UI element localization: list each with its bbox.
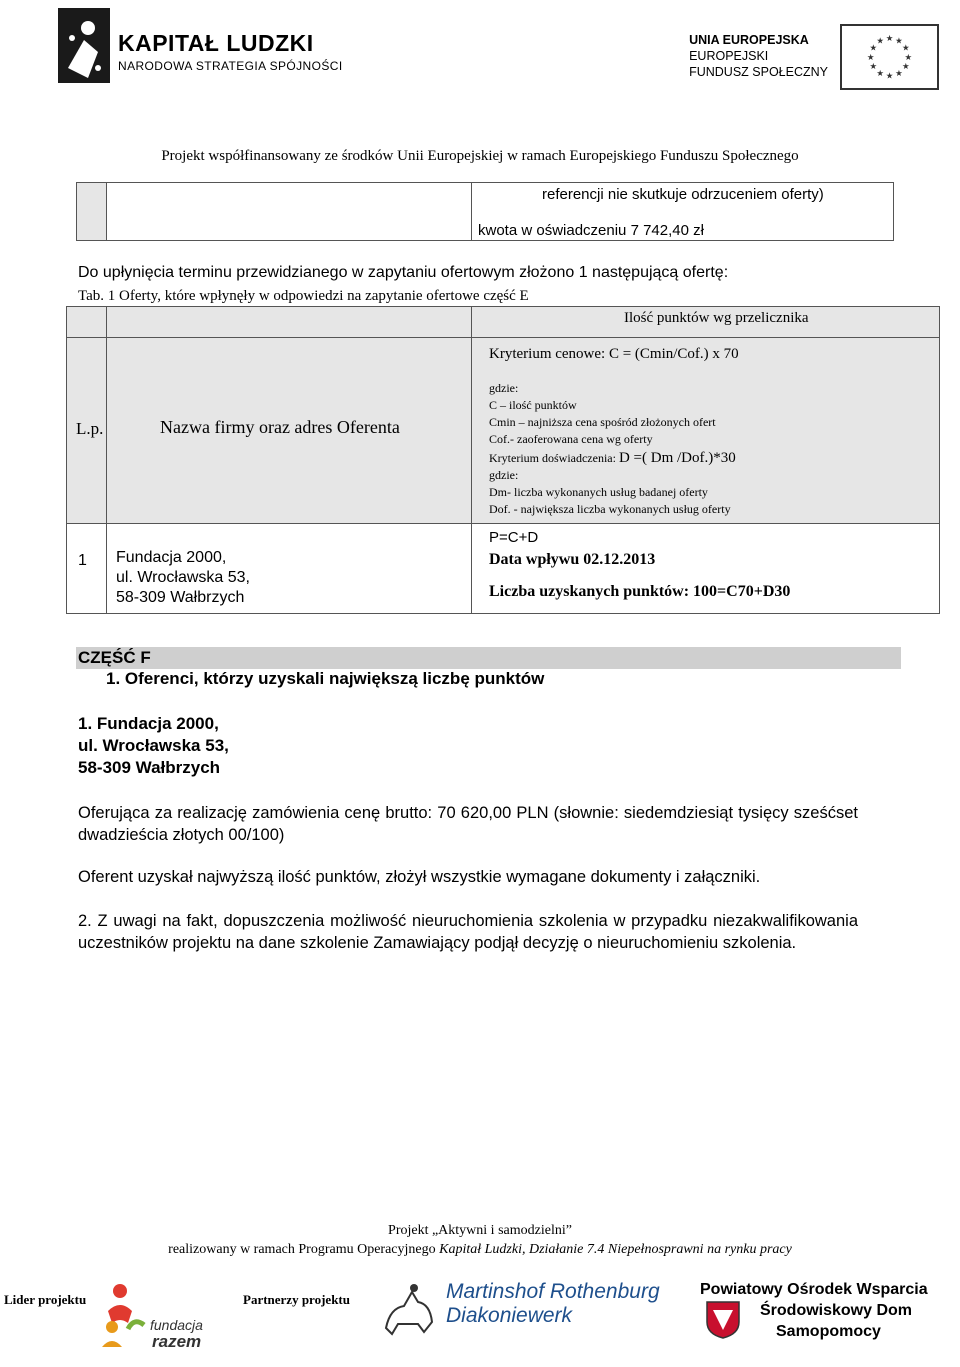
powiat-line-2: Środowiskowy Dom bbox=[760, 1302, 913, 1319]
razem-text-1: fundacja bbox=[150, 1317, 203, 1333]
cofinancing-line: Projekt współfinansowany ze środków Unii Europejskiej w ramach Europejskiego Funduszu Społecznego bbox=[161, 148, 799, 164]
decision-paragraph: 2. Z uwagi na fakt, dopuszczenia możliwość nieuruchomienia szkolenia w przypadku niezakwalifikowania uczestników projektu na dane szkolenie Zamawiający podjął decyzję o nieuruchomieniu szkolenia. bbox=[78, 912, 858, 952]
powiat-line-1: Powiatowy Ośrodek Wsparcia bbox=[700, 1281, 928, 1298]
kapital-ludzki-logo bbox=[58, 8, 358, 88]
partners-label: Partnerzy projektu bbox=[243, 1292, 350, 1307]
top-table-line-2: kwota w oświadczeniu 7 742,40 zł bbox=[478, 222, 704, 239]
footer-project: Projekt „Aktywni i samodzielni” bbox=[388, 1223, 572, 1238]
powiat-line-3: Samopomocy bbox=[776, 1323, 881, 1340]
legend-exp-label: Kryterium doświadczenia: bbox=[489, 451, 616, 465]
row-name-line-2: ul. Wrocławska 53, bbox=[116, 569, 250, 586]
eu-star-icon: ★ bbox=[901, 42, 910, 53]
fundacja-razem-logo bbox=[98, 1277, 218, 1357]
kapital-ludzki-subtitle: NARODOWA STRATEGIA SPÓJNOŚCI bbox=[118, 59, 343, 73]
col-divider-1 bbox=[106, 306, 107, 614]
legend-where-1: gdzie: bbox=[489, 381, 519, 395]
legend-cof: Cof.- zaoferowana cena wg oferty bbox=[489, 432, 653, 446]
horse-rider-logo-icon bbox=[378, 1278, 440, 1340]
leader-label: Lider projektu bbox=[4, 1292, 87, 1307]
legend-dm: Dm- liczba wykonanych usług badanej oferty bbox=[489, 485, 708, 499]
eu-star-icon: ★ bbox=[895, 68, 903, 79]
eu-star-icon: ★ bbox=[869, 42, 878, 53]
eu-fund-label bbox=[689, 32, 828, 80]
row-points: Liczba uzyskanych punktów: 100=C70+D30 bbox=[489, 583, 791, 600]
footer-realized bbox=[0, 1242, 960, 1258]
footer-realized-prefix: realizowany w ramach Programu Operacyjnego bbox=[168, 1242, 440, 1257]
row-offerer-name bbox=[116, 548, 250, 608]
eu-star-icon: ★ bbox=[885, 70, 894, 81]
legend-dof: Dof. - największa liczba wykonanych usług oferty bbox=[489, 502, 731, 516]
top-table-line-1: referencji nie skutkuje odrzuceniem oferty) bbox=[542, 186, 824, 203]
top-table-cell-lp bbox=[76, 182, 107, 241]
part-f-title: CZĘŚĆ F bbox=[78, 648, 151, 667]
razem-text-2: razem bbox=[152, 1332, 202, 1351]
eu-flag-icon bbox=[840, 24, 939, 90]
legend-cmin: Cmin – najniższa cena spośród złożonych ofert bbox=[489, 415, 716, 429]
eu-star-icon: ★ bbox=[885, 33, 894, 44]
eu-star-icon: ★ bbox=[866, 51, 875, 62]
eu-star-icon: ★ bbox=[876, 35, 884, 46]
eu-star-icon: ★ bbox=[869, 61, 878, 72]
winner-line-2: ul. Wrocławska 53, bbox=[78, 736, 229, 755]
martinshof-line-1: Martinshof Rothenburg bbox=[446, 1280, 660, 1303]
eu-star-icon: ★ bbox=[876, 68, 884, 79]
martinshof-logo bbox=[446, 1280, 660, 1328]
points-header: Ilość punktów wg przelicznika bbox=[624, 310, 809, 326]
col-divider-2 bbox=[471, 306, 472, 614]
kapital-ludzki-title: KAPITAŁ LUDZKI bbox=[118, 30, 314, 56]
pcd-formula: P=C+D bbox=[489, 529, 539, 546]
legend-where-2: gdzie: bbox=[489, 468, 519, 482]
martinshof-line-2: Diakoniewerk bbox=[446, 1304, 573, 1327]
eu-star-icon: ★ bbox=[895, 35, 903, 46]
legend-experience bbox=[489, 450, 929, 467]
kapital-ludzki-emblem-icon bbox=[58, 8, 110, 83]
eu-star-icon: ★ bbox=[904, 51, 913, 62]
eu-star-icon: ★ bbox=[901, 61, 910, 72]
top-table-cell-name bbox=[106, 182, 472, 241]
col-name-header: Nazwa firmy oraz adres Oferenta bbox=[160, 417, 400, 437]
legend-exp-formula: D =( Dm /Dof.)*30 bbox=[618, 450, 736, 466]
documents-paragraph: Oferent uzyskał najwyższą ilość punktów, złożył wszystkie wymagane dokumenty i załączniki. bbox=[78, 868, 761, 886]
part-f-bar bbox=[76, 647, 901, 669]
row-name-line-3: 58-309 Wałbrzych bbox=[116, 589, 245, 606]
winner-address bbox=[78, 713, 229, 779]
winner-line-3: 58-309 Wałbrzych bbox=[78, 758, 221, 777]
row-date: Data wpływu 02.12.2013 bbox=[489, 551, 656, 568]
footer-realized-italic: Kapitał Ludzki, Działanie 7.4 Niepełnosprawni na rynku pracy bbox=[439, 1242, 792, 1257]
table-caption: Tab. 1 Oferty, które wpłynęły w odpowiedzi na zapytanie ofertowe część E bbox=[78, 288, 529, 304]
eu-line-1: UNIA EUROPEJSKA bbox=[689, 33, 809, 47]
intro-text: Do upłynięcia terminu przewidzianego w zapytaniu ofertowym złożono 1 następującą ofertę: bbox=[78, 264, 729, 281]
eu-line-2: EUROPEJSKI bbox=[689, 49, 769, 63]
winner-line-1: 1. Fundacja 2000, bbox=[78, 714, 219, 733]
powiat-logo bbox=[700, 1279, 960, 1342]
part-f-subtitle: 1. Oferenci, którzy uzyskali największą liczbę punktów bbox=[106, 669, 545, 688]
row-name-line-1: Fundacja 2000, bbox=[116, 549, 227, 566]
eu-line-3: FUNDUSZ SPOŁECZNY bbox=[689, 65, 828, 79]
row-lp: 1 bbox=[78, 552, 87, 569]
price-paragraph: Oferująca za realizację zamówienia cenę brutto: 70 620,00 PLN (słownie: siedemdziesiąt tysięcy sześćset dwadzieścia złotych 00/100) bbox=[78, 804, 858, 844]
col-lp-header: L.p. bbox=[76, 419, 104, 438]
criteria-legend bbox=[489, 380, 929, 518]
price-criterion: Kryterium cenowe: C = (Cmin/Cof.) x 70 bbox=[489, 346, 739, 362]
legend-c: C – ilość punktów bbox=[489, 398, 577, 412]
